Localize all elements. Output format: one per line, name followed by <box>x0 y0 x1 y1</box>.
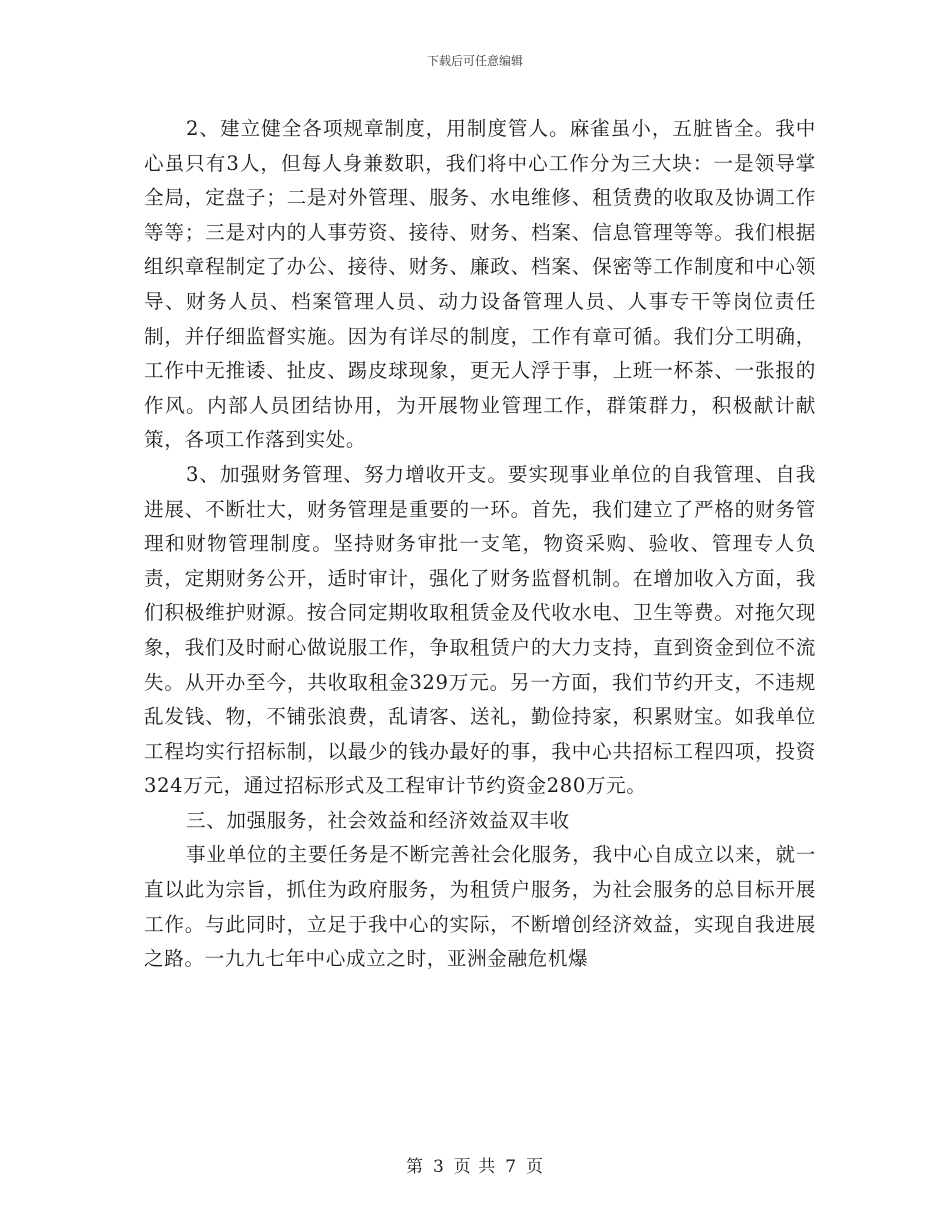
document-body <box>144 112 816 977</box>
footer-current-page: 3 <box>432 1157 445 1177</box>
paragraph-finance: 3、加强财务管理、努力增收开支。要实现事业单位的自我管理、自我进展、不断壮大，财务管理是重要的一环。首先，我们建立了严格的财务管理和财物管理制度。坚持财务审批一支笔，物资采购、验收、管理专人负责，定期财务公开，适时审计，强化了财务监督机制。在增加收入方面，我们积极维护财源。按合同定期收取租赁金及代收水电、卫生等费。对拖欠现象，我们及时耐心做说服工作，争取租赁户的大力支持，直到资金到位不流失。从开办至今，共收取租金329万元。另一方面，我们节约开支，不违规乱发钱、物，不铺张浪费，乱请客、送礼，勤俭持家，积累财宝。如我单位工程均实行招标制，以最少的钱办最好的事，我中心共招标工程四项，投资324万元，通过招标形式及工程审计节约资金280万元。 <box>144 462 816 798</box>
section-heading-service: 三、加强服务，社会效益和经济效益双丰收 <box>186 808 570 832</box>
footer-total-pages: 7 <box>505 1157 518 1177</box>
footer-suffix: 页 <box>526 1157 545 1177</box>
page-footer <box>0 1152 950 1177</box>
footer-middle: 页 共 <box>453 1157 497 1177</box>
footer-prefix: 第 <box>405 1157 424 1177</box>
paragraph-service: 事业单位的主要任务是不断完善社会化服务，我中心自成立以来，就一直以此为宗旨，抓住为政府服务，为租赁户服务，为社会服务的总目标开展工作。与此同时，立足于我中心的实际，不断增创经济效益，实现自我进展之路。一九九七年中心成立之时，亚洲金融危机爆 <box>144 843 816 971</box>
paragraph-regulations: 2、建立健全各项规章制度，用制度管人。麻雀虽小，五脏皆全。我中心虽只有3人，但每人身兼数职，我们将中心工作分为三大块：一是领导掌全局，定盘子；二是对外管理、服务、水电维修、租赁费的收取及协调工作等等；三是对内的人事劳资、接待、财务、档案、信息管理等等。我们根据组织章程制定了办公、接待、财务、廉政、档案、保密等工作制度和中心领导、财务人员、档案管理人员、动力设备管理人员、人事专干等岗位责任制，并仔细监督实施。因为有详尽的制度，工作有章可循。我们分工明确，工作中无推诿、扯皮、踢皮球现象，更无人浮于事，上班一杯茶、一张报的作风。内部人员团结协用，为开展物业管理工作，群策群力，积极献计献策，各项工作落到实处。 <box>144 117 816 452</box>
page-header: 下载后可任意编辑 <box>426 54 523 68</box>
